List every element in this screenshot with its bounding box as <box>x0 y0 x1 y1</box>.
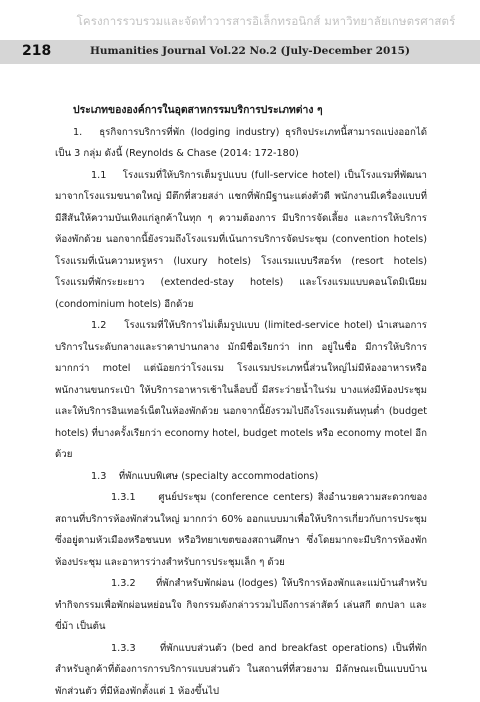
watermark: โครงการรวบรวมและจัดทำวารสารอิเล็กทรอนิกส์ มหาวิทยาลัยเกษตรศาสตร์ <box>70 13 462 31</box>
paragraph-number: 1.1 <box>91 170 106 181</box>
page-number: 218 <box>22 43 51 59</box>
paragraph-text: โรงแรมที่ให้บริการเต็มรูปแบบ (full-service hotel) เป็นโรงแรมที่พัฒนามาจากโรงแรมขนาดใหญ่ มีตึกที่สวยสง่า แชกที่พักมีฐานะแต่งตัวดี พนักงานมีเครื่องแบบที่มีสีสันให้ความบันเทิงแก่ลูกค้าในทุก ๆ ความต้องการ มีบริการจัดเลี้ยง และการให้บริการห้องพักด้วย นอกจากนี้ยังรวมถึงโรงแรมที่เน้นการบริการจัดประชุม (convention hotels) โรงแรมที่เน้นความหรูหรา (luxury hotels) โรงแรมแบบรีสอร์ท (resort hotels) โรงแรมที่พักระยะยาว (extended-stay hotels) และโรงแรมแบบคอนโดมิเนียม (condominium hotels) อีกด้วย <box>55 170 427 310</box>
paragraph-1-2 <box>55 315 427 466</box>
paragraph-1-3-2 <box>55 573 427 638</box>
paragraph-1-3-1 <box>55 487 427 573</box>
paragraph-1-1 <box>55 165 427 316</box>
paragraph-text: ที่พักแบบส่วนตัว (bed and breakfast operations) เป็นที่พักสำหรับลูกค้าที่ต้องการการบริการแบบส่วนตัว ในสถานที่ที่สวยงาม มีลักษณะเป็นแบบบ้านพักส่วนตัว ที่มีห้องพักตั้งแต่ 1 ห้องขึ้นไป <box>55 643 427 697</box>
paragraph-number: 1.3 <box>91 471 106 482</box>
paragraph-number: 1. <box>73 127 82 138</box>
paragraph-text: ธุรกิจการบริการที่พัก (lodging industry) ธุรกิจประเภทนี้สามารถแบ่งออกได้เป็น 3 กลุ่ม ดังนี้ (Reynolds & Chase (2014: 172-180) <box>55 127 427 160</box>
paragraph-number: 1.3.2 <box>111 578 136 589</box>
paragraph-text: ที่พักแบบพิเศษ (specialty accommodations) <box>119 471 318 482</box>
paragraph-text: ศูนย์ประชุม (conference centers) สิ่งอำนวยความสะดวกของสถานที่บริการห้องพักส่วนใหญ่ มากกว่า 60% ออกแบบมาเพื่อให้บริการเกี่ยวกับการประชุมซึ่งอยู่ตามหัวเมืองหรือชนบท หรือวิทยาเขตของสถานศึกษา ซึ่งโดยมากจะมีบริการห้องพัก ห้องประชุม และอาหารว่างสำหรับการประชุมเล็ก ๆ ด้วย <box>55 492 427 568</box>
journal-title: Humanities Journal Vol.22 No.2 (July-December 2015) <box>90 45 410 57</box>
paragraph-1-3-3 <box>55 638 427 702</box>
paragraph-number: 1.2 <box>91 320 106 331</box>
paragraph-1 <box>55 122 427 165</box>
paragraph-number: 1.3.3 <box>111 643 136 654</box>
paragraph-number: 1.3.1 <box>111 492 136 503</box>
paragraph-text: โรงแรมที่ให้บริการไม่เต็มรูปแบบ (limited-service hotel) นำเสนอการบริการในระดับกลางและราคาปานกลาง มักมีชื่อเรียกว่า inn อยู่ในชื่อ มีการให้บริการมากกว่า motel แต่น้อยกว่าโรงแรม โรงแรมประเภทนี้ส่วนใหญ่ไม่มีห้องอาหารหรือพนักงานขนกระเป๋า ให้บริการอาหารเช้าในล็อบบี้ มีสระว่ายน้ำในร่ม บางแห่งมีห้องประชุมและให้บริการอินเทอร์เน็ตในห้องพักด้วย นอกจากนี้ยังรวมไปถึงโรงแรมต้นทุนต่ำ (budget hotels) ที่บางครั้งเรียกว่า economy hotel, budget motels หรือ economy motel อีกด้วย <box>55 320 427 460</box>
paragraph-text: ที่พักสำหรับพักผ่อน (lodges) ให้บริการห้องพักและแม่บ้านสำหรับทำกิจกรรมเพื่อพักผ่อนหย่อนใจ กิจกรรมดังกล่าวรวมไปถึงการล่าสัตว์ เล่นสกี ตกปลา และขี่ม้า เป็นต้น <box>55 578 427 632</box>
section-heading: ประเภทขององค์การในอุตสาหกรรมบริการประเภทต่าง ๆ <box>55 100 427 122</box>
paragraph-1-3 <box>55 466 427 488</box>
article-body <box>55 100 427 702</box>
